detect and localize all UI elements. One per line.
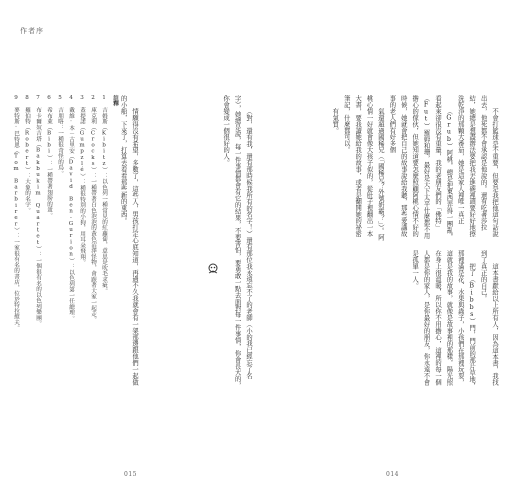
- footnote-item: 9 麥特斯·巴特恩（Tom Barbirer）：一家很有名的書店，位於特拉維夫。: [13, 95, 19, 331]
- right-body-text-lower: [285, 250, 500, 390]
- footnote-item: 4 戴維·本－古里安（David Ben-Gurion）：以色列第一任總理。: [68, 95, 74, 322]
- left-paragraph: 情願得沒有希望，多數了，這些人，男孩打定心底知道，再過不久我就會有一架那邊跟他們一起做的小船，下來了，打算去看看那些新的東西。: [119, 95, 138, 385]
- right-paragraph: 有氣質。: [331, 107, 339, 134]
- footnote-item: 2 庫克利（Crocks）：一種帶著白色泡泡的黃色沼澤怪物，會跟著大家一起走。: [90, 95, 96, 323]
- footnotes-title: 註釋: [112, 95, 118, 107]
- right-body-text: [285, 95, 500, 243]
- right-paragraph: （Grub）阿桃，總是把東西弄得一團亂，看起來卻很沒有重量，我的老朋友們的「佛特」（Fut）羅姆和珊，最好是天下太平什麼都不用擔心的傢伙，但她知道要怎麼照顧阿桃心情不好的時候，她就會把自己的故事說給我聽，那些愛講故事的老人們有好多個: [388, 95, 453, 240]
- right-paragraph: 氣還超過國稀兄（「國稀兄？外號奶霸？」）。阿桃心情一好就會像大孩子似的，從肚子裡翻出一本大書，要我讀她給我的故事，或者是翻開她的祕密筆記，什麼都可以。: [342, 95, 384, 241]
- right-paragraph: 把了（Bibbs）門，門前的那片草地，那裡滿是花、水果與蟲子，小孩們在那裡玩耍，這就是我的故事，就像是故事裡的那樣，陽光照在身上很溫暖，所以你不用擔心，這裡的每一個人都是你的家人，是你最好的朋友，你永遠不會是孤單一人。: [411, 250, 476, 389]
- running-head: 作者序: [20, 27, 44, 35]
- right-paragraph: 不會打籃球是不重要，但要是我把他這句話說出去，他死都不會承認是他說的。還有吃著莎拉結，她總是想盡辦法要把我丟進碗裡頭要好好地擦洗乾淨的那顆大番茄，她是這家人裡唯一真正: [456, 95, 498, 237]
- page-number: 014: [386, 471, 399, 478]
- footnotes: [13, 95, 120, 395]
- footnote-item: 5 吉朋咯：一種很奇怪的鳥。: [57, 95, 63, 177]
- left-body-text-secondary: [142, 95, 254, 390]
- footnote-item: 3 蓋提諾（Gumpzlé）：種很特別的小狗，用耳朵飛翔。: [79, 95, 85, 266]
- footnote-item: 7 布卡爾奴吉塔（Bakbukim Quartet）：一個很有名的以色列樂團。: [35, 95, 41, 327]
- doodle-ornament-icon: [206, 262, 220, 276]
- left-paragraph: （對，還有我，還有那時候我所有的名字！）還有那位我永遠忘不了的老師（小的我已經忘了名字），她總是說，每一件事情都會有它的結果，不要害怕，要勇敢一點去面對每一件事情，你會長大的，你會變成一個很好的人。: [222, 95, 252, 389]
- footnote-item: 1 吉姆斯（Kibitz）：以色列一種常見的紅蘿蔔，意思是吹毛求疵。: [101, 95, 107, 294]
- right-paragraph: 這本書獻給以上所有人，因為這本書，我找到了真正的自己。: [479, 250, 498, 386]
- page-number: 015: [124, 471, 137, 478]
- footnote-item: 8 羅伯特（Robert）：大象的名字。: [24, 95, 30, 214]
- footnote-item: 6 希布萊（Bibi）：一種帶著翅膀的蛋。: [46, 95, 52, 219]
